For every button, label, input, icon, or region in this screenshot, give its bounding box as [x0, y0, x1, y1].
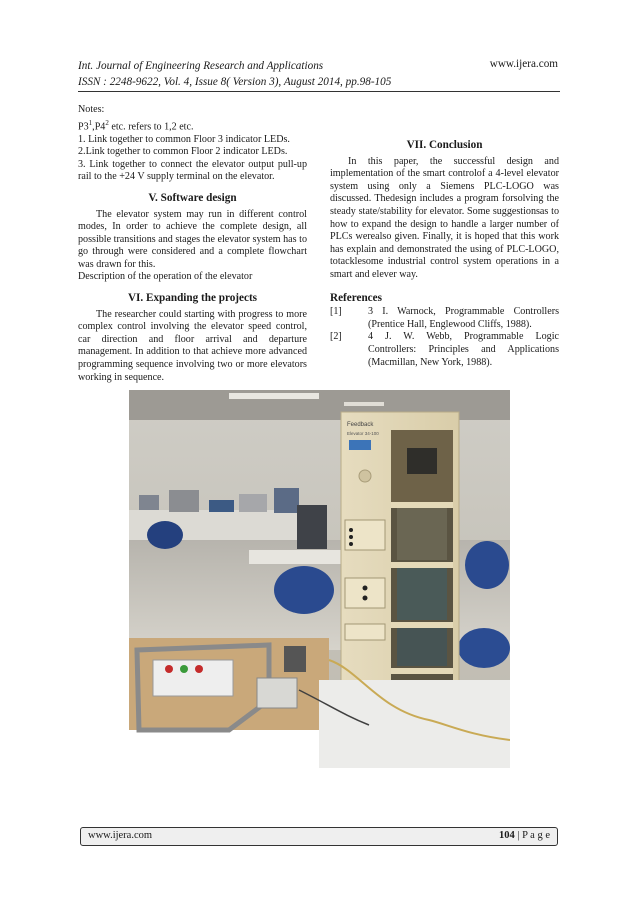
note-2: 2.Link together to common Floor 2 indicator LEDs.	[78, 146, 288, 158]
left-column	[78, 104, 307, 384]
page-label: | P a g e	[514, 830, 550, 841]
section-5-heading: V. Software design	[148, 191, 237, 204]
section-6-heading: VI. Expanding the projects	[127, 292, 258, 305]
floor-level-1	[397, 628, 447, 666]
plc-logo-unit	[257, 678, 297, 708]
lab-equipment	[239, 494, 267, 512]
floor-level-3	[397, 508, 447, 560]
panel-logo	[349, 440, 371, 450]
section-5-paragraph: The elevator system may run in different control modes, In order to achieve the complete design, all possible transitions and stages the elevator system has to go through were considered and a complete flowchart was drawn for this.	[78, 208, 307, 270]
reference-number: [2]	[330, 331, 342, 343]
lab-equipment	[169, 490, 199, 512]
speaker-grille	[359, 470, 371, 482]
elevator-car	[407, 448, 437, 474]
panel-brand: Feedback	[347, 422, 374, 428]
ceiling-light	[229, 393, 319, 399]
floor-divider	[391, 502, 453, 508]
reference-text: 3 I. Warnock, Programmable Controllers (Prentice Hall, Englewood Cliffs, 1988).	[368, 306, 559, 330]
floor-divider	[391, 562, 453, 568]
floor-level-2	[397, 568, 447, 620]
footer-page	[499, 830, 550, 841]
reference-text: 4 J. W. Webb, Programmable Logic Controllers: Principles and Applications (Macmillan, New York, 1988).	[368, 331, 559, 368]
lab-equipment	[209, 500, 234, 512]
table-surface	[319, 680, 510, 768]
office-chair	[458, 628, 510, 668]
issn-line: ISSN : 2248-9622, Vol. 4, Issue 8( Version 3), August 2014, pp.98-105	[78, 76, 392, 88]
page-number: 104	[499, 830, 515, 841]
journal-header	[78, 58, 391, 90]
office-chair	[147, 521, 183, 549]
reference-number: [1]	[330, 306, 342, 318]
section-6-paragraph: The researcher could starting with progress to more complex control involving the elevator speed control, car direction and floor arrival and departure management. In addition to that achieve more advanced programming sequence involving two or more elevators working in sequence.	[78, 308, 307, 383]
lab-equipment	[139, 495, 159, 510]
office-chair	[465, 541, 509, 589]
floor-divider	[391, 622, 453, 628]
monitor	[297, 505, 327, 549]
switch-panel	[345, 624, 385, 640]
floor-divider	[391, 668, 453, 674]
note-1: 1. Link together to common Floor 3 indicator LEDs.	[78, 133, 290, 145]
indicator-led	[349, 528, 353, 532]
lab-equipment	[274, 488, 299, 513]
call-button	[363, 586, 368, 591]
red-button	[195, 665, 203, 673]
desk	[249, 550, 349, 564]
elevator-model-photo	[129, 390, 510, 768]
indicator-led	[349, 535, 353, 539]
section-7-paragraph: In this paper, the successful design and implementation of the smart controlof a 4-level elevator system using only a Siemens PLC-LOGO was discussed. Thedesign includes a program forsolving the steady state/stability for elevator. Some suggestionsas to how to expand the design to handle a larger number of PLCs werealso given. Finally, it is hoped that this work has explain and demonstrated the using of PLC-LOGO, totacklesome industrial control system operations in a smart and elever way.	[330, 155, 559, 280]
call-panel	[345, 578, 385, 608]
section-5-description: Description of the operation of the elevator	[78, 271, 253, 283]
reference-item	[330, 331, 559, 369]
office-chair	[274, 566, 334, 614]
header-rule	[78, 91, 560, 92]
notes-line-1: $P3^1,P4^2$ etc. refers to 1,2 etc.	[78, 118, 194, 132]
section-7-heading: VII. Conclusion	[406, 139, 483, 151]
references-heading: References	[330, 291, 382, 304]
notes-label: Notes:	[78, 104, 105, 115]
green-button	[180, 665, 188, 673]
page-footer	[80, 827, 558, 846]
right-column	[330, 104, 559, 369]
footer-website[interactable]: www.ijera.com	[88, 830, 153, 841]
workbench-edge	[129, 730, 329, 768]
indicator-led	[349, 542, 353, 546]
panel-model: Elevator 34-100	[347, 431, 379, 436]
ceiling-light	[344, 402, 384, 406]
reference-item	[330, 306, 559, 331]
red-button	[165, 665, 173, 673]
terminal-strip	[284, 646, 306, 672]
control-box	[153, 660, 233, 696]
call-button	[363, 596, 368, 601]
journal-title: Int. Journal of Engineering Research and Applications	[78, 60, 324, 72]
note-3: 3. Link together to connect the elevator output pull-up rail to the +24 V supply terminal on the elevator.	[78, 158, 307, 183]
journal-website[interactable]: www.ijera.com	[489, 58, 558, 70]
